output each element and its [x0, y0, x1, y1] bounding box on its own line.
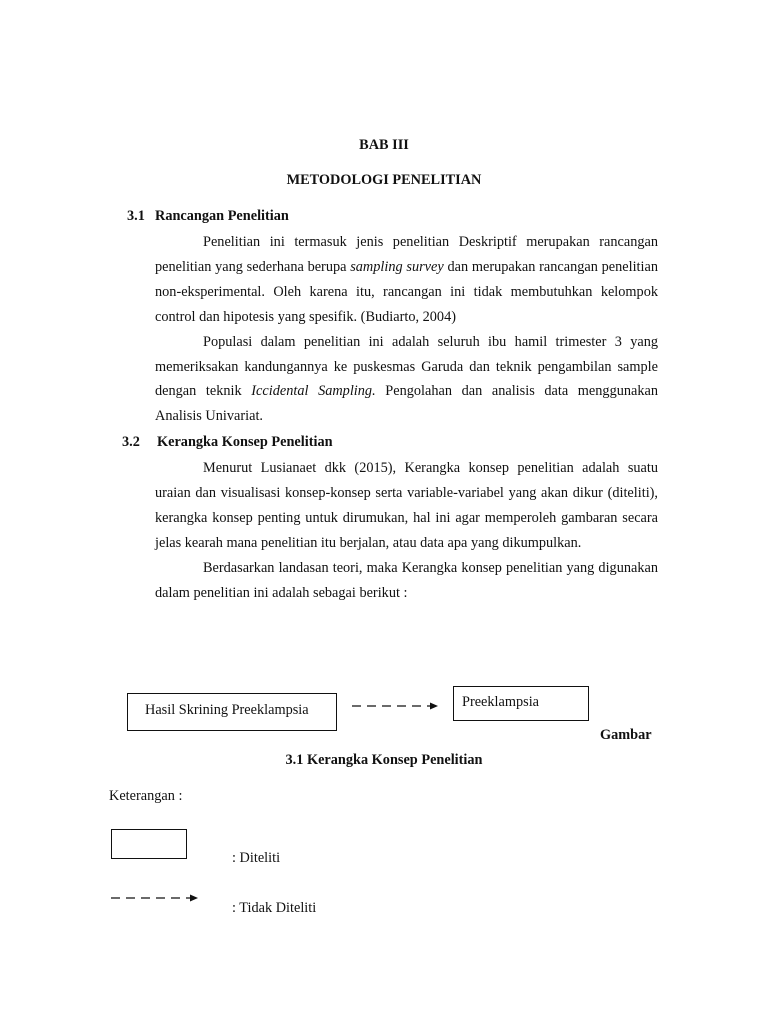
diagram-box-label: Hasil Skrining Preeklampsia	[145, 702, 309, 718]
legend-heading: Keterangan :	[109, 788, 183, 804]
italic-term-sampling-survey: sampling survey	[350, 258, 444, 275]
paragraph-text: Pengolahan dan analisis data menggunakan Analisis Univariat.	[155, 383, 659, 425]
paragraph-kerangka: Menurut Lusianaet dkk (2015), Kerangka konsep penelitian adalah suatu uraian dan visualisasi konsep-konsep serta variable-variabel yang akan dikur (diteliti), kerangka konsep penting untuk dirumukan, hal ini agar memperoleh gambaran secara jelas kearah mana penelitian itu berjalan, atau data apa yang dikumpulkan.	[155, 460, 658, 551]
section-number-3-1: 3.1	[127, 208, 145, 224]
diagram-box-hasil-skrining	[127, 693, 337, 731]
section-3-1-body	[155, 230, 658, 429]
paragraph-text: Penelitian ini termasuk jenis penelitian Deskriptif merupakan rancangan penelitian yang sederhana berupa	[155, 234, 658, 275]
figure-caption: 3.1 Kerangka Konsep Penelitian	[285, 752, 483, 768]
paragraph-populasi	[155, 330, 658, 430]
paragraph-text: dan merupakan rancangan penelitian non-eksperimental. Oleh karena itu, rancangan ini tidak membutuhkan kelompok control dan hipotesis yang spesifik. (Budiarto, 2004)	[155, 258, 658, 325]
section-number-3-2: 3.2	[122, 434, 140, 450]
legend-dashed-arrow-icon	[110, 892, 200, 904]
italic-term-sampling: Iccidental Sampling.	[251, 383, 376, 400]
section-3-2-body	[155, 456, 658, 605]
section-title-3-1: Rancangan Penelitian	[155, 208, 289, 224]
diagram-box-label: Preeklampsia	[462, 694, 540, 710]
chapter-heading: BAB III	[359, 137, 409, 153]
paragraph-text: Populasi dalam penelitian ini adalah seluruh ibu hamil trimester 3 yang memeriksakan kandungannya ke puskesmas Garuda dan teknik pengambilan sample dengan teknik	[155, 333, 658, 400]
legend-dashed-label: : Tidak Diteliti	[232, 900, 317, 916]
legend-solid-box	[111, 829, 187, 859]
caption-word: Gambar	[600, 727, 652, 743]
chapter-title: METODOLOGI PENELITIAN	[286, 172, 482, 188]
paragraph-landasan: Berdasarkan landasan teori, maka Kerangka konsep penelitian yang digunakan dalam penelitian ini adalah sebagai berikut :	[155, 559, 658, 601]
diagram-box-preeklampsia	[453, 686, 589, 721]
dashed-arrow-icon	[350, 700, 440, 712]
paragraph-rancangan	[155, 230, 658, 330]
legend-solid-label: : Diteliti	[232, 850, 281, 866]
section-title-3-2: Kerangka Konsep Penelitian	[157, 434, 333, 450]
